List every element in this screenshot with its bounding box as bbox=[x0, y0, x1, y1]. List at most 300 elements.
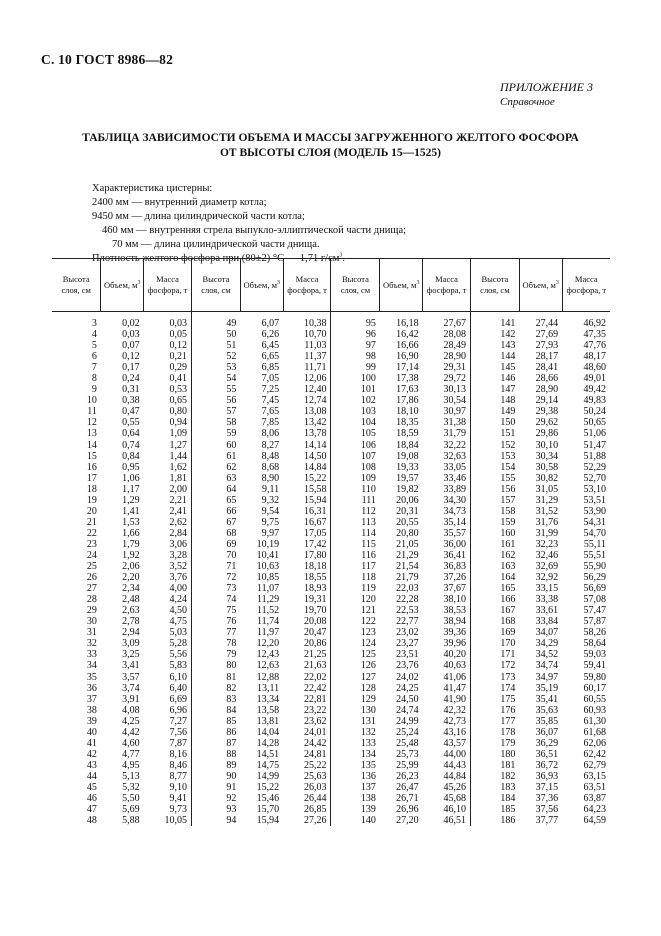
cell-height: 179 bbox=[500, 737, 516, 749]
cell-volume: 17,63 bbox=[396, 384, 419, 396]
cell-height: 86 bbox=[226, 726, 237, 738]
cell-mass: 13,78 bbox=[283, 428, 331, 439]
cell-height: 142 bbox=[500, 329, 516, 341]
cell-height: 93 bbox=[226, 804, 237, 816]
cell-mass: 33,89 bbox=[423, 484, 471, 495]
cell-volume: 27,20 bbox=[396, 815, 419, 827]
volume-header-text: Объем, м bbox=[243, 279, 277, 290]
cell-mass: 59,80 bbox=[583, 671, 606, 683]
cell-height: 180 bbox=[500, 748, 516, 760]
cell-mass: 1,62 bbox=[144, 462, 192, 473]
cell-mass: 4,50 bbox=[144, 605, 192, 616]
cell-volume: 23,27 bbox=[396, 638, 419, 650]
cell-height: 19 bbox=[86, 494, 97, 506]
cell-height: 44 bbox=[86, 770, 97, 782]
cell-mass: 63,51 bbox=[583, 781, 606, 793]
cell-height: 76 bbox=[226, 616, 237, 628]
cell-mass: 31,38 bbox=[423, 417, 471, 428]
cell-mass: 25,63 bbox=[283, 771, 331, 782]
cell-height: 9 bbox=[91, 384, 97, 396]
cell-mass: 35,57 bbox=[423, 528, 471, 539]
cell-volume: 35,63 bbox=[535, 704, 559, 716]
cell-height: 148 bbox=[500, 395, 516, 407]
column-header-height: Высота слоя, см bbox=[331, 259, 380, 312]
table-row bbox=[52, 727, 610, 738]
cell-volume: 0,12 bbox=[122, 351, 140, 363]
cell-mass: 38,53 bbox=[423, 605, 471, 616]
cell-volume: 18,35 bbox=[396, 417, 419, 429]
cell-mass: 1,44 bbox=[144, 451, 192, 462]
cell-mass: 30,54 bbox=[423, 395, 471, 406]
table-row bbox=[52, 417, 610, 428]
cell-height: 32 bbox=[86, 638, 97, 650]
table-row bbox=[52, 373, 610, 384]
cell-height: 177 bbox=[500, 715, 516, 727]
cell-volume: 15,94 bbox=[256, 815, 280, 827]
cell-mass: 36,41 bbox=[423, 550, 471, 561]
cell-height: 109 bbox=[360, 472, 376, 484]
cell-height: 121 bbox=[360, 605, 376, 617]
cell-volume: 7,05 bbox=[261, 373, 280, 385]
table-row bbox=[52, 351, 610, 362]
cell-mass: 2,00 bbox=[144, 484, 192, 495]
cell-mass: 49,42 bbox=[583, 384, 606, 396]
cell-mass: 3,28 bbox=[144, 550, 192, 561]
cell-height: 16 bbox=[86, 461, 97, 473]
cell-volume: 9,11 bbox=[261, 483, 280, 495]
cell-height: 116 bbox=[361, 549, 376, 561]
table-row bbox=[52, 594, 610, 605]
cell-volume: 2,34 bbox=[122, 583, 140, 595]
volume-header-sup: 3 bbox=[416, 279, 420, 286]
cell-height: 159 bbox=[500, 516, 516, 528]
cell-mass: 0,41 bbox=[144, 373, 192, 384]
cell-height: 143 bbox=[500, 340, 516, 352]
table-row bbox=[52, 561, 610, 572]
cell-volume: 29,62 bbox=[535, 417, 559, 429]
cell-mass: 57,08 bbox=[583, 594, 606, 606]
cell-height: 140 bbox=[360, 815, 376, 827]
table-row bbox=[52, 406, 610, 417]
cell-volume: 16,18 bbox=[396, 318, 419, 329]
cell-height: 54 bbox=[226, 373, 237, 385]
cell-mass: 45,26 bbox=[423, 782, 471, 793]
cell-volume: 28,90 bbox=[535, 384, 559, 396]
cell-volume: 4,08 bbox=[122, 704, 140, 716]
cell-height: 18 bbox=[86, 483, 97, 495]
cell-height: 39 bbox=[86, 715, 97, 727]
cell-height: 90 bbox=[226, 770, 237, 782]
table-row bbox=[52, 649, 610, 660]
cell-height: 64 bbox=[226, 483, 237, 495]
cell-mass: 2,84 bbox=[144, 528, 192, 539]
cell-height: 43 bbox=[86, 759, 97, 771]
appendix-label bbox=[500, 80, 593, 110]
cell-volume: 8,68 bbox=[261, 461, 280, 473]
cell-volume: 0,47 bbox=[122, 406, 140, 418]
cell-mass: 39,36 bbox=[423, 627, 471, 638]
cell-mass: 2,41 bbox=[144, 506, 192, 517]
cell-height: 27 bbox=[86, 583, 97, 595]
cell-mass: 27,67 bbox=[423, 312, 471, 330]
cell-volume: 14,04 bbox=[256, 726, 280, 738]
cell-mass: 42,32 bbox=[423, 705, 471, 716]
cell-mass: 7,27 bbox=[144, 716, 192, 727]
cell-mass: 5,28 bbox=[144, 638, 192, 649]
table-row bbox=[52, 312, 610, 330]
cell-volume: 24,99 bbox=[396, 715, 419, 727]
column-header-mass: Масса фосфора, т bbox=[423, 259, 471, 312]
cell-volume: 28,41 bbox=[535, 362, 559, 374]
table-title-line-1: ТАБЛИЦА ЗАВИСИМОСТИ ОБЪЕМА И МАССЫ ЗАГРУЖЕННОГО ЖЕЛТОГО ФОСФОРА bbox=[82, 132, 579, 144]
cell-height: 38 bbox=[86, 704, 97, 716]
cell-mass: 10,05 bbox=[144, 815, 192, 826]
cell-height: 74 bbox=[226, 594, 237, 606]
cell-height: 42 bbox=[86, 748, 97, 760]
cell-volume: 31,52 bbox=[535, 505, 559, 517]
cell-mass: 10,70 bbox=[283, 329, 331, 340]
cell-volume: 10,41 bbox=[256, 549, 280, 561]
cell-volume: 37,36 bbox=[535, 793, 559, 805]
cell-height: 147 bbox=[500, 384, 516, 396]
cell-volume: 20,55 bbox=[396, 516, 419, 528]
table-row bbox=[52, 440, 610, 451]
cell-mass: 16,31 bbox=[283, 506, 331, 517]
cell-height: 94 bbox=[226, 815, 237, 827]
cell-mass: 58,64 bbox=[583, 638, 606, 650]
cell-height: 115 bbox=[361, 538, 376, 550]
cell-height: 28 bbox=[86, 594, 97, 606]
cell-height: 68 bbox=[226, 527, 237, 539]
cell-height: 114 bbox=[361, 527, 376, 539]
table-row bbox=[52, 815, 610, 826]
cell-height: 127 bbox=[360, 671, 376, 683]
cell-mass: 30,13 bbox=[423, 384, 471, 395]
table-row bbox=[52, 395, 610, 406]
cell-volume: 11,07 bbox=[256, 583, 280, 595]
cell-height: 146 bbox=[500, 373, 516, 385]
cell-height: 118 bbox=[361, 572, 376, 584]
cell-mass: 44,00 bbox=[423, 749, 471, 760]
cell-volume: 0,95 bbox=[122, 461, 140, 473]
column-header-volume bbox=[519, 259, 562, 312]
cell-mass: 44,84 bbox=[423, 771, 471, 782]
cell-volume: 6,85 bbox=[261, 362, 280, 374]
cell-volume: 3,09 bbox=[122, 638, 140, 650]
cell-mass: 62,79 bbox=[583, 759, 606, 771]
table-row bbox=[52, 428, 610, 439]
cell-volume: 0,38 bbox=[122, 395, 140, 407]
cell-volume: 6,65 bbox=[261, 351, 280, 363]
table-row bbox=[52, 804, 610, 815]
cell-volume: 17,38 bbox=[396, 373, 419, 385]
cell-volume: 27,93 bbox=[535, 340, 559, 352]
cell-height: 21 bbox=[86, 516, 97, 528]
cell-mass: 46,92 bbox=[583, 318, 606, 329]
cell-volume: 12,88 bbox=[256, 671, 280, 683]
cell-mass: 23,62 bbox=[283, 716, 331, 727]
cell-mass: 63,87 bbox=[583, 793, 606, 805]
cell-mass: 19,70 bbox=[283, 605, 331, 616]
cell-volume: 21,29 bbox=[396, 549, 419, 561]
cell-height: 7 bbox=[91, 362, 97, 374]
column-header-volume bbox=[380, 259, 423, 312]
table-row bbox=[52, 683, 610, 694]
cell-volume: 5,32 bbox=[122, 781, 140, 793]
cell-volume: 28,17 bbox=[535, 351, 559, 363]
cell-volume: 31,05 bbox=[535, 483, 559, 495]
cell-mass: 44,43 bbox=[423, 760, 471, 771]
table-row bbox=[52, 517, 610, 528]
cell-height: 15 bbox=[86, 450, 97, 462]
cell-height: 70 bbox=[226, 549, 237, 561]
cell-mass: 47,76 bbox=[583, 340, 606, 352]
characteristic-line: 2400 мм — внутренний диаметр котла; bbox=[92, 197, 267, 209]
cell-mass: 0,53 bbox=[144, 384, 192, 395]
cell-height: 135 bbox=[360, 759, 376, 771]
cell-mass: 53,10 bbox=[583, 483, 606, 495]
cell-height: 137 bbox=[360, 781, 376, 793]
table-row bbox=[52, 484, 610, 495]
cell-volume: 27,69 bbox=[535, 329, 559, 341]
cell-height: 103 bbox=[360, 406, 376, 418]
cell-mass: 57,47 bbox=[583, 605, 606, 617]
cell-mass: 5,03 bbox=[144, 627, 192, 638]
cell-height: 88 bbox=[226, 748, 237, 760]
cell-height: 22 bbox=[86, 527, 97, 539]
table-row bbox=[52, 362, 610, 373]
cell-mass: 43,57 bbox=[423, 738, 471, 749]
cell-volume: 32,92 bbox=[535, 572, 559, 584]
cell-volume: 22,28 bbox=[396, 594, 419, 606]
cell-height: 172 bbox=[500, 660, 516, 672]
cell-height: 8 bbox=[91, 373, 97, 385]
cell-volume: 22,03 bbox=[396, 583, 419, 595]
cell-height: 181 bbox=[500, 759, 516, 771]
cell-volume: 23,76 bbox=[396, 660, 419, 672]
cell-volume: 32,46 bbox=[535, 549, 559, 561]
cell-volume: 16,90 bbox=[396, 351, 419, 363]
cell-volume: 34,97 bbox=[535, 671, 559, 683]
cell-mass: 23,22 bbox=[283, 705, 331, 716]
volume-header-sup: 3 bbox=[555, 279, 559, 286]
cell-height: 46 bbox=[86, 793, 97, 805]
cell-height: 3 bbox=[91, 318, 97, 329]
cell-mass: 62,06 bbox=[583, 737, 606, 749]
cell-mass: 60,55 bbox=[583, 693, 606, 705]
cell-mass: 61,68 bbox=[583, 726, 606, 738]
table-row bbox=[52, 528, 610, 539]
cell-mass: 2,21 bbox=[144, 495, 192, 506]
cell-height: 11 bbox=[87, 406, 97, 418]
cell-volume: 0,55 bbox=[122, 417, 140, 429]
cell-mass: 51,06 bbox=[583, 428, 606, 440]
cell-height: 20 bbox=[86, 505, 97, 517]
cell-mass: 22,42 bbox=[283, 683, 331, 694]
cell-volume: 2,48 bbox=[122, 594, 140, 606]
cell-mass: 33,46 bbox=[423, 473, 471, 484]
cell-volume: 34,74 bbox=[535, 660, 559, 672]
cell-height: 104 bbox=[360, 417, 376, 429]
cell-mass: 14,14 bbox=[283, 440, 331, 451]
cell-volume: 2,63 bbox=[122, 605, 140, 617]
cell-volume: 8,90 bbox=[261, 472, 280, 484]
table-row bbox=[52, 627, 610, 638]
cell-height: 62 bbox=[226, 461, 237, 473]
cell-volume: 1,06 bbox=[122, 472, 140, 484]
cell-mass: 24,01 bbox=[283, 727, 331, 738]
cell-mass: 35,14 bbox=[423, 517, 471, 528]
cell-volume: 21,79 bbox=[396, 572, 419, 584]
cell-height: 126 bbox=[360, 660, 376, 672]
cell-mass: 50,24 bbox=[583, 406, 606, 418]
cell-height: 37 bbox=[86, 693, 97, 705]
cell-volume: 24,50 bbox=[396, 693, 419, 705]
cell-height: 139 bbox=[360, 804, 376, 816]
cell-volume: 20,80 bbox=[396, 527, 419, 539]
cell-mass: 46,51 bbox=[423, 815, 471, 826]
cell-height: 138 bbox=[360, 793, 376, 805]
cell-volume: 10,63 bbox=[256, 561, 280, 573]
cell-mass: 26,85 bbox=[283, 804, 331, 815]
cell-height: 51 bbox=[226, 340, 237, 352]
cell-height: 71 bbox=[226, 561, 237, 573]
cell-volume: 33,61 bbox=[535, 605, 559, 617]
cell-height: 23 bbox=[86, 538, 97, 550]
cell-mass: 22,02 bbox=[283, 672, 331, 683]
cell-height: 155 bbox=[500, 472, 516, 484]
characteristics-heading: Характеристика цистерны: bbox=[92, 183, 213, 194]
cell-volume: 33,38 bbox=[535, 594, 559, 606]
cell-volume: 33,15 bbox=[535, 583, 559, 595]
cell-mass: 12,74 bbox=[283, 395, 331, 406]
cell-mass: 40,20 bbox=[423, 649, 471, 660]
column-header-volume bbox=[101, 259, 144, 312]
cell-height: 175 bbox=[500, 693, 516, 705]
density-text: Плотность желтого фосфора при (80±2) °С — 1,71 г/см bbox=[92, 253, 340, 265]
column-header-height: Высота слоя, см bbox=[191, 259, 240, 312]
cell-volume: 21,54 bbox=[396, 561, 419, 573]
cell-mass: 4,00 bbox=[144, 583, 192, 594]
cell-volume: 18,84 bbox=[396, 439, 419, 451]
cell-height: 184 bbox=[500, 793, 516, 805]
cell-volume: 12,20 bbox=[256, 638, 280, 650]
cell-height: 123 bbox=[360, 627, 376, 639]
cell-mass: 40,63 bbox=[423, 660, 471, 671]
table-row bbox=[52, 782, 610, 793]
cell-mass: 0,29 bbox=[144, 362, 192, 373]
cell-volume: 15,22 bbox=[256, 781, 280, 793]
cell-volume: 26,71 bbox=[396, 793, 419, 805]
cell-volume: 25,99 bbox=[396, 759, 419, 771]
cell-volume: 36,07 bbox=[535, 726, 559, 738]
cell-height: 165 bbox=[500, 583, 516, 595]
table-row bbox=[52, 660, 610, 671]
cell-mass: 63,15 bbox=[583, 770, 606, 782]
cell-mass: 55,90 bbox=[583, 561, 606, 573]
cell-mass: 9,41 bbox=[144, 793, 192, 804]
cell-height: 67 bbox=[226, 516, 237, 528]
cell-mass: 46,10 bbox=[423, 804, 471, 815]
cell-mass: 48,60 bbox=[583, 362, 606, 374]
cell-volume: 22,53 bbox=[396, 605, 419, 617]
cell-mass: 41,06 bbox=[423, 672, 471, 683]
cell-volume: 0,74 bbox=[122, 439, 140, 451]
cell-height: 151 bbox=[500, 428, 516, 440]
cell-volume: 24,02 bbox=[396, 671, 419, 683]
cell-volume: 13,11 bbox=[256, 682, 280, 694]
cell-height: 10 bbox=[86, 395, 97, 407]
cell-volume: 1,29 bbox=[122, 494, 140, 506]
cell-volume: 26,47 bbox=[396, 781, 419, 793]
cell-volume: 11,52 bbox=[256, 605, 280, 617]
cell-height: 81 bbox=[226, 671, 237, 683]
cell-volume: 37,77 bbox=[535, 815, 559, 827]
cell-mass: 12,06 bbox=[283, 373, 331, 384]
cell-volume: 7,65 bbox=[261, 406, 280, 418]
cell-mass: 7,56 bbox=[144, 727, 192, 738]
page-header: С. 10 ГОСТ 8986—82 bbox=[41, 52, 174, 67]
cell-mass: 8,77 bbox=[144, 771, 192, 782]
cell-volume: 18,59 bbox=[396, 428, 419, 440]
cell-volume: 9,97 bbox=[261, 527, 280, 539]
cell-height: 35 bbox=[86, 671, 97, 683]
cell-height: 117 bbox=[361, 561, 376, 573]
table-title bbox=[60, 131, 601, 161]
cell-height: 162 bbox=[500, 549, 516, 561]
cell-height: 129 bbox=[360, 693, 376, 705]
cell-height: 80 bbox=[226, 660, 237, 672]
cell-volume: 32,23 bbox=[535, 538, 559, 550]
cell-volume: 4,60 bbox=[122, 737, 140, 749]
cell-height: 85 bbox=[226, 715, 237, 727]
cell-mass: 37,67 bbox=[423, 583, 471, 594]
cell-height: 153 bbox=[500, 450, 516, 462]
cell-mass: 2,62 bbox=[144, 517, 192, 528]
cell-mass: 1,27 bbox=[144, 440, 192, 451]
table-row bbox=[52, 694, 610, 705]
cell-volume: 20,06 bbox=[396, 494, 419, 506]
cell-height: 29 bbox=[86, 605, 97, 617]
cell-mass: 26,03 bbox=[283, 782, 331, 793]
cell-mass: 19,31 bbox=[283, 594, 331, 605]
cell-volume: 13,81 bbox=[256, 715, 280, 727]
cell-volume: 14,28 bbox=[256, 737, 280, 749]
cell-height: 52 bbox=[226, 351, 237, 363]
cell-height: 174 bbox=[500, 682, 516, 694]
cell-volume: 0,17 bbox=[122, 362, 140, 374]
cell-mass: 38,94 bbox=[423, 616, 471, 627]
cell-height: 95 bbox=[365, 318, 376, 329]
cell-mass: 12,40 bbox=[283, 384, 331, 395]
cell-mass: 8,46 bbox=[144, 760, 192, 771]
cell-mass: 49,01 bbox=[583, 373, 606, 385]
table-row bbox=[52, 638, 610, 649]
table-row bbox=[52, 716, 610, 727]
characteristic-line: 460 мм — внутренняя стрела выпукло-эллиптической части днища; bbox=[102, 225, 407, 237]
cell-volume: 14,99 bbox=[256, 770, 280, 782]
appendix-type: Справочное bbox=[500, 96, 555, 108]
cell-volume: 0,03 bbox=[122, 329, 140, 341]
table-row bbox=[52, 605, 610, 616]
cell-mass: 58,26 bbox=[583, 627, 606, 639]
cell-height: 12 bbox=[86, 417, 97, 429]
cell-height: 83 bbox=[226, 693, 237, 705]
volume-header-text: Объем, м bbox=[522, 279, 556, 290]
cell-height: 57 bbox=[226, 406, 237, 418]
cell-height: 156 bbox=[500, 483, 516, 495]
table-title-line-2: ОТ ВЫСОТЫ СЛОЯ (МОДЕЛЬ 15—1525) bbox=[219, 147, 442, 159]
